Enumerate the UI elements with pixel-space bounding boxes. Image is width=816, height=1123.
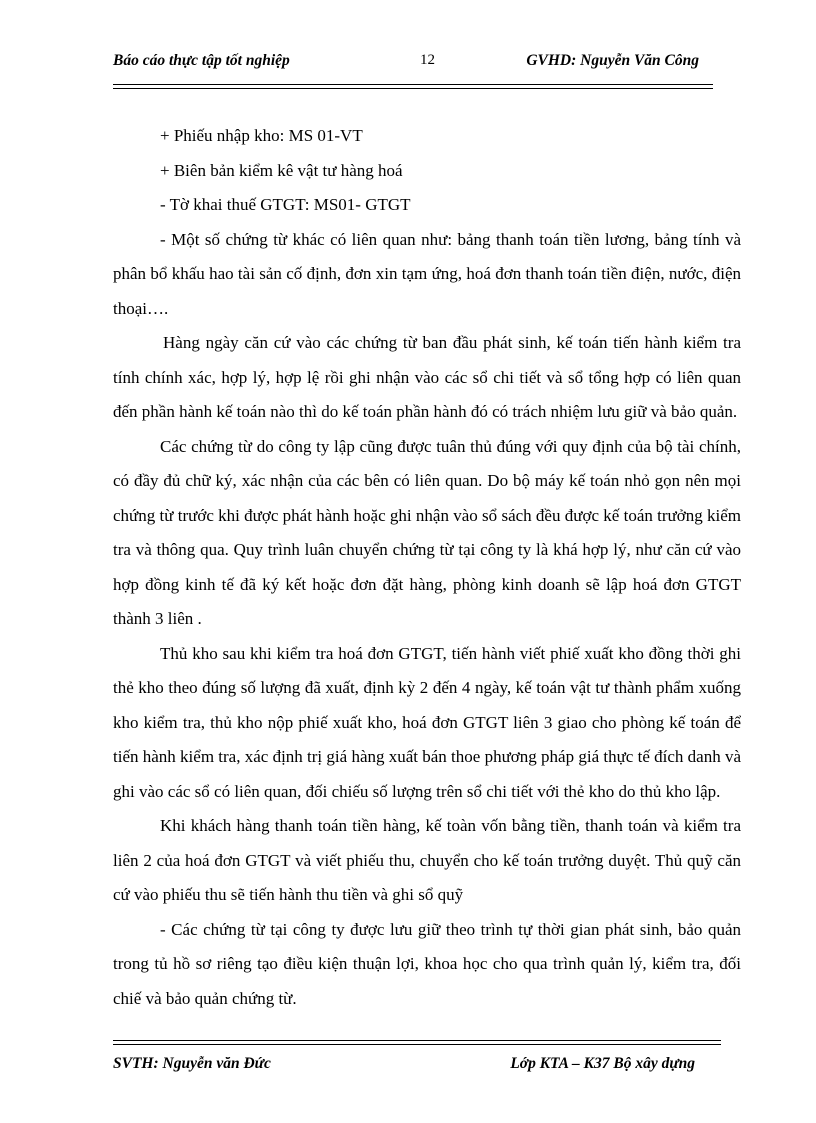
paragraph-4: - Một số chứng từ khác có liên quan như: bảng thanh toán tiền lương, bảng tính và phân bổ khấu hao tài sản cố định, đơn xin tạm ứng, hoá đơn thanh toán tiền điện, nước, điện thoại…. [113, 229, 741, 318]
student-name: SVTH: Nguyễn văn Đức [113, 1055, 271, 1072]
page-header [113, 52, 713, 74]
page-number: 12 [420, 52, 435, 68]
header-rule [113, 84, 713, 89]
document-body [113, 119, 741, 1016]
paragraph-6: Các chứng từ do công ty lập cũng được tuân thủ đúng với quy định của bộ tài chính, có đầy đủ chữ ký, xác nhận của các bên có liên quan. Do bộ máy kế toán nhỏ gọn nên mọi chứng từ trước khi được phát hành hoặc ghi nhận vào sổ sách đều được kế toán trưởng kiểm tra và thông qua. Quy trình luân chuyển chứng từ tại công ty là khá hợp lý, như căn cứ vào hợp đồng kinh tế đã ký kết hoặc đơn đặt hàng, phòng kinh doanh sẽ lập hoá đơn GTGT thành 3 liên . [113, 436, 741, 628]
supervisor-name: GVHD: Nguyễn Văn Công [526, 52, 699, 69]
class-info: Lớp KTA – K37 Bộ xây dựng [510, 1055, 695, 1072]
paragraph-9: - Các chứng từ tại công ty được lưu giữ theo trình tự thời gian phát sinh, bảo quản trong tủ hồ sơ riêng tạo điều kiện thuận lợi, khoa học cho qua trình quản lý, kiểm tra, đối chiế và bảo quản chứng từ. [113, 919, 741, 1008]
paragraph-7: Thủ kho sau khi kiểm tra hoá đơn GTGT, tiến hành viết phiế xuất kho đồng thời ghi thẻ kho theo đúng số lượng đã xuất, định kỳ 2 đến 4 ngày, kế toán vật tư thành phẩm xuống kho kiểm tra, thủ kho nộp phiế xuất kho, hoá đơn GTGT liên 3 giao cho phòng kế toán để tiến hành kiểm tra, xác định trị giá hàng xuất bán thoe phương pháp giá thực tế đích danh và ghi vào các sổ có liên quan, đối chiếu số lượng trên sổ chi tiết với thẻ kho do thủ kho lập. [113, 643, 741, 801]
paragraph-1: + Phiếu nhập kho: MS 01-VT [160, 126, 363, 145]
paragraph-8: Khi khách hàng thanh toán tiền hàng, kế toàn vốn bằng tiền, thanh toán và kiểm tra liên 2 của hoá đơn GTGT và viết phiếu thu, chuyển cho kế toán trưởng duyệt. Thủ quỹ căn cứ vào phiếu thu sẽ tiến hành thu tiền và ghi sổ quỹ [113, 816, 741, 904]
paragraph-5: Hàng ngày căn cứ vào các chứng từ ban đầu phát sinh, kế toán tiến hành kiểm tra tính chính xác, hợp lý, hợp lệ rồi ghi nhận vào các sổ chi tiết và sổ tổng hợp có liên quan đến phần hành kế toán nào thì do kế toán phần hành đó có trách nhiệm lưu giữ và bảo quản. [113, 333, 741, 421]
report-title: Báo cáo thực tập tốt nghiệp [113, 52, 290, 69]
paragraph-3: - Tờ khai thuế GTGT: MS01- GTGT [160, 195, 411, 214]
paragraph-2: + Biên bản kiểm kê vật tư hàng hoá [160, 160, 403, 180]
footer-rule [113, 1040, 721, 1045]
